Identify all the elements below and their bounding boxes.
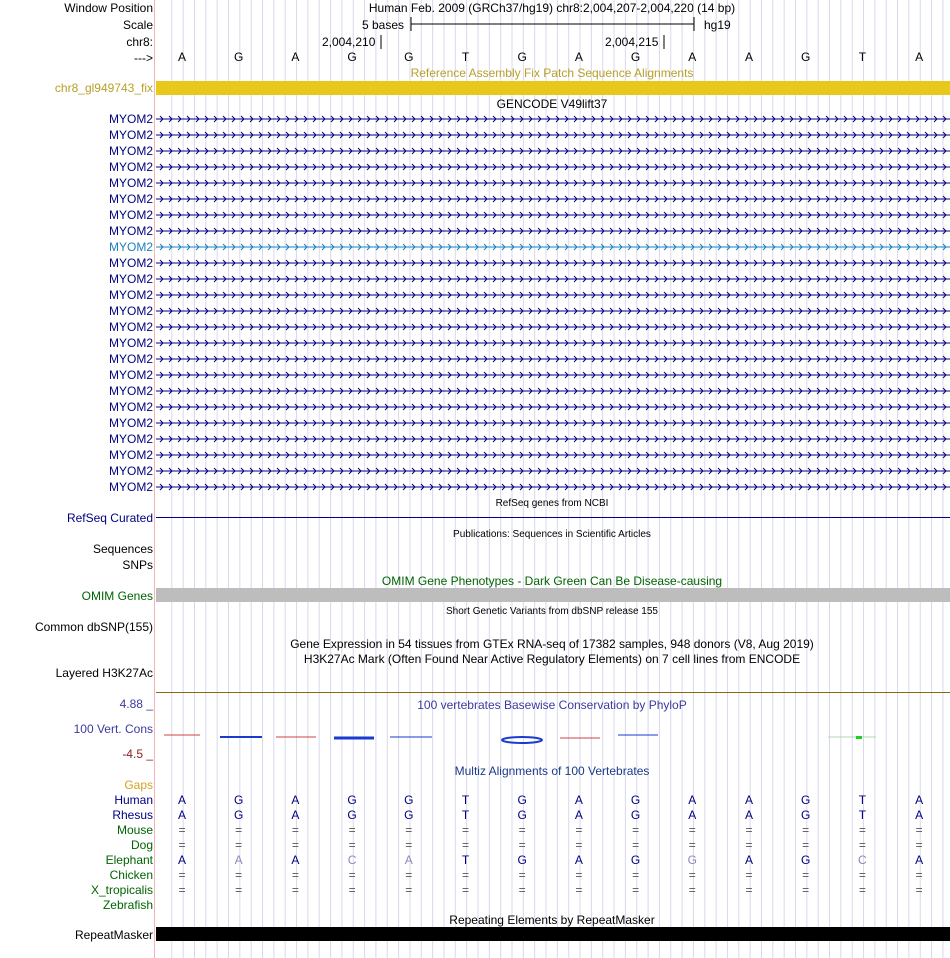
sequence-base: G	[234, 50, 244, 64]
species-base: =	[632, 838, 640, 852]
gencode-transcript-intron[interactable]	[156, 354, 950, 364]
gencode-transcript-intron[interactable]	[156, 482, 950, 492]
species-label[interactable]: X_tropicalis	[90, 883, 153, 897]
repeatmasker-bar[interactable]	[156, 927, 950, 941]
species-base: =	[858, 823, 866, 837]
scale-value: 5 bases	[362, 18, 405, 32]
h3k27ac-title[interactable]: H3K27Ac Mark (Often Found Near Active Regulatory Elements) on 7 cell lines from ENCODE	[303, 652, 801, 666]
species-base: =	[632, 868, 640, 882]
species-label[interactable]: Human	[114, 793, 153, 807]
coord-right-tick	[663, 35, 666, 49]
strand-label: --->	[134, 51, 153, 65]
species-base: =	[461, 823, 470, 837]
species-base: =	[915, 883, 923, 897]
fix-patch-title[interactable]: Reference Assembly Fix Patch Sequence Alignments	[410, 66, 694, 80]
species-base: =	[518, 883, 526, 897]
species-base: =	[461, 883, 470, 897]
species-base: G	[234, 808, 244, 822]
gencode-transcript-intron[interactable]	[156, 434, 950, 444]
species-base: =	[291, 838, 299, 852]
species-base: T	[858, 808, 867, 822]
species-base: =	[858, 838, 866, 852]
species-base: =	[632, 883, 640, 897]
window-position-label: Window Position	[64, 1, 153, 15]
species-base: =	[405, 883, 413, 897]
species-base: A	[291, 808, 300, 822]
species-base: C	[858, 853, 867, 867]
gencode-transcript-intron[interactable]	[156, 258, 950, 268]
sequence-base: T	[461, 50, 470, 64]
species-base: =	[518, 823, 526, 837]
species-base: =	[348, 838, 356, 852]
refseq-title[interactable]: RefSeq genes from NCBI	[495, 498, 609, 509]
species-base: T	[858, 793, 867, 807]
species-base: =	[745, 883, 753, 897]
species-base: G	[687, 853, 697, 867]
gencode-transcript-intron[interactable]	[156, 386, 950, 396]
dbsnp-label[interactable]: Common dbSNP(155)	[34, 620, 153, 634]
phylop-graph[interactable]	[156, 729, 950, 745]
species-base: =	[632, 823, 640, 837]
multiz-title[interactable]: Multiz Alignments of 100 Vertebrates	[454, 764, 650, 778]
species-base: =	[348, 823, 356, 837]
species-base: =	[858, 883, 866, 897]
gencode-transcript-intron[interactable]	[156, 210, 950, 220]
species-base: A	[574, 793, 583, 807]
species-label[interactable]: Elephant	[105, 853, 153, 867]
omim-bar[interactable]	[156, 588, 950, 602]
species-base: =	[178, 823, 186, 837]
refseq-line[interactable]	[156, 517, 950, 518]
sequence-base: G	[630, 50, 641, 64]
phylop-max: 4.88 _	[119, 697, 153, 711]
species-base: A	[291, 793, 300, 807]
species-base: =	[178, 838, 186, 852]
species-base: =	[745, 823, 753, 837]
species-base: =	[802, 883, 810, 897]
sequence-base: G	[347, 50, 357, 64]
species-base: =	[405, 838, 413, 852]
gencode-transcript-label[interactable]: MYOM2	[108, 208, 153, 222]
gencode-transcript-label[interactable]: MYOM2	[108, 336, 153, 350]
publications-snps-label[interactable]: SNPs	[122, 558, 153, 572]
species-base: =	[858, 868, 866, 882]
gencode-transcript-label[interactable]: MYOM2	[108, 144, 153, 158]
gtex-title[interactable]: Gene Expression in 54 tissues from GTEx RNA-seq of 17382 samples, 948 donors (V8, Aug 2019)	[290, 637, 814, 651]
species-base: =	[802, 823, 810, 837]
gencode-transcript-intron[interactable]	[156, 418, 950, 428]
species-base: =	[802, 868, 810, 882]
gencode-transcript-label[interactable]: MYOM2	[108, 272, 153, 286]
species-base: G	[347, 793, 357, 807]
gencode-transcript-label[interactable]: MYOM2	[108, 400, 153, 414]
gencode-transcript-label[interactable]: MYOM2	[108, 320, 153, 334]
species-base: A	[291, 853, 300, 867]
gencode-transcript-label[interactable]: MYOM2	[108, 224, 153, 238]
species-base: =	[461, 838, 470, 852]
species-base: =	[348, 868, 356, 882]
species-base: =	[915, 838, 923, 852]
species-base: =	[688, 868, 696, 882]
species-base: =	[575, 823, 583, 837]
sequence-base: A	[291, 50, 300, 64]
species-base: =	[745, 838, 753, 852]
species-base: G	[517, 793, 527, 807]
species-base: A	[688, 793, 697, 807]
species-base: A	[688, 808, 697, 822]
gencode-transcript-intron[interactable]	[156, 466, 950, 476]
species-base: G	[404, 793, 414, 807]
species-base: =	[575, 868, 583, 882]
gencode-transcript-label[interactable]: MYOM2	[108, 176, 153, 190]
gencode-transcript-label[interactable]: MYOM2	[108, 256, 153, 270]
gencode-title[interactable]: GENCODE V49lift37	[496, 97, 608, 111]
sequence-base: G	[801, 50, 811, 64]
species-label[interactable]: Chicken	[109, 868, 153, 882]
sequence-base: A	[915, 50, 924, 64]
gencode-transcript-label[interactable]: MYOM2	[108, 192, 153, 206]
species-base: =	[291, 868, 299, 882]
species-base: T	[461, 793, 470, 807]
phylop-mark	[856, 736, 862, 739]
gencode-transcript-label[interactable]: MYOM2	[108, 160, 153, 174]
omim-title[interactable]: OMIM Gene Phenotypes - Dark Green Can Be Disease-causing	[381, 574, 723, 588]
gencode-transcript-label[interactable]: MYOM2	[108, 240, 153, 254]
species-base: =	[405, 868, 413, 882]
species-base: =	[405, 823, 413, 837]
species-base: A	[915, 808, 924, 822]
gaps-label[interactable]: Gaps	[124, 778, 153, 792]
species-base: G	[347, 808, 357, 822]
species-base: =	[518, 868, 526, 882]
species-base: =	[915, 868, 923, 882]
sequence-base: A	[688, 50, 697, 64]
species-base: A	[177, 853, 187, 867]
species-base: =	[235, 868, 243, 882]
species-base: =	[291, 883, 299, 897]
gencode-transcript-label[interactable]: MYOM2	[108, 352, 153, 366]
phylop-title[interactable]: 100 vertebrates Basewise Conservation by PhyloP	[417, 698, 687, 712]
species-base: G	[234, 793, 244, 807]
species-base: G	[630, 808, 641, 822]
species-base: G	[630, 853, 641, 867]
species-base: G	[801, 808, 811, 822]
gencode-transcript-intron[interactable]	[156, 370, 950, 380]
gencode-transcript-intron[interactable]	[156, 274, 950, 284]
species-base: G	[404, 808, 414, 822]
gencode-transcript-label[interactable]: MYOM2	[108, 368, 153, 382]
sequence-base: T	[858, 50, 867, 64]
species-base: G	[630, 793, 641, 807]
h3k27ac-baseline	[156, 692, 950, 693]
species-base: =	[575, 838, 583, 852]
publications-sequences-label[interactable]: Sequences	[92, 542, 153, 556]
chrom-label: chr8:	[126, 35, 153, 49]
species-base: A	[744, 853, 754, 867]
gencode-transcript-label[interactable]: MYOM2	[108, 416, 153, 430]
window-position: Human Feb. 2009 (GRCh37/hg19) chr8:2,004,207-2,004,220 (14 bp)	[368, 1, 736, 15]
phylop-mark	[502, 737, 542, 743]
species-base: =	[348, 883, 356, 897]
species-base: =	[235, 883, 243, 897]
species-base: G	[517, 808, 527, 822]
species-base: C	[347, 853, 357, 867]
species-base: A	[915, 793, 924, 807]
gencode-transcript-intron[interactable]	[156, 242, 950, 252]
h3k27ac-label[interactable]: Layered H3K27Ac	[55, 666, 153, 680]
phylop-label[interactable]: 100 Vert. Cons	[73, 722, 153, 736]
coord-left: 2,004,210	[322, 35, 376, 49]
species-label[interactable]: Zebrafish	[102, 898, 153, 912]
species-base: =	[575, 883, 583, 897]
gencode-transcript-label[interactable]: MYOM2	[108, 288, 153, 302]
species-base: A	[234, 853, 243, 867]
label-separator	[154, 0, 155, 958]
gencode-transcript-label[interactable]: MYOM2	[108, 304, 153, 318]
species-base: T	[461, 853, 470, 867]
gencode-transcript-intron[interactable]	[156, 178, 950, 188]
gencode-transcript-intron[interactable]	[156, 226, 950, 236]
base-grid	[156, 0, 950, 958]
species-label[interactable]: Mouse	[116, 823, 153, 837]
species-base: =	[688, 838, 696, 852]
refseq-label[interactable]: RefSeq Curated	[66, 511, 153, 525]
gencode-transcript-label[interactable]: MYOM2	[108, 384, 153, 398]
sequence-base: G	[517, 50, 527, 64]
species-label[interactable]: Rhesus	[112, 808, 153, 822]
scale-bar	[410, 17, 696, 31]
species-base: A	[744, 793, 754, 807]
species-base: =	[688, 823, 696, 837]
sequence-base: G	[404, 50, 414, 64]
species-base: =	[915, 823, 923, 837]
omim-label[interactable]: OMIM Genes	[81, 589, 153, 603]
phylop-min: -4.5 _	[122, 747, 153, 761]
coord-left-tick	[380, 35, 383, 49]
gencode-transcript-label[interactable]: MYOM2	[108, 480, 153, 494]
species-base: =	[178, 868, 186, 882]
gencode-transcript-intron[interactable]	[156, 194, 950, 204]
species-base: =	[461, 868, 470, 882]
assembly-label: hg19	[704, 18, 731, 32]
repeatmasker-label[interactable]: RepeatMasker	[74, 928, 153, 942]
species-base: T	[461, 808, 470, 822]
gencode-transcript-intron[interactable]	[156, 402, 950, 412]
gencode-transcript-label[interactable]: MYOM2	[108, 128, 153, 142]
publications-title[interactable]: Publications: Sequences in Scientific Articles	[453, 529, 651, 540]
species-base: A	[744, 808, 754, 822]
gencode-transcript-label[interactable]: MYOM2	[108, 112, 153, 126]
gencode-transcript-label[interactable]: MYOM2	[108, 432, 153, 446]
species-base: G	[801, 793, 811, 807]
coord-right: 2,004,215	[605, 35, 659, 49]
gencode-transcript-intron[interactable]	[156, 114, 950, 124]
sequence-base: A	[574, 50, 583, 64]
species-base: A	[404, 853, 413, 867]
fix-patch-bar[interactable]	[156, 81, 950, 95]
gencode-transcript-intron[interactable]	[156, 338, 950, 348]
species-base: =	[518, 838, 526, 852]
species-base: G	[801, 853, 811, 867]
gencode-transcript-label[interactable]: MYOM2	[108, 448, 153, 462]
gencode-transcript-intron[interactable]	[156, 306, 950, 316]
gencode-transcript-intron[interactable]	[156, 322, 950, 332]
species-base: G	[517, 853, 527, 867]
species-base: =	[235, 823, 243, 837]
species-base: =	[291, 823, 299, 837]
gencode-transcript-intron[interactable]	[156, 162, 950, 172]
species-base: =	[688, 883, 696, 897]
gencode-transcript-intron[interactable]	[156, 146, 950, 156]
scale-label: Scale	[122, 18, 153, 32]
species-base: A	[177, 793, 187, 807]
sequence-base: A	[177, 50, 187, 64]
species-base: A	[915, 853, 924, 867]
species-base: =	[745, 868, 753, 882]
gencode-transcript-intron[interactable]	[156, 450, 950, 460]
species-label[interactable]: Dog	[130, 838, 153, 852]
species-base: =	[178, 883, 186, 897]
species-base: A	[574, 853, 583, 867]
gencode-transcript-intron[interactable]	[156, 290, 950, 300]
gencode-transcript-label[interactable]: MYOM2	[108, 464, 153, 478]
sequence-base: A	[744, 50, 754, 64]
repeatmasker-title[interactable]: Repeating Elements by RepeatMasker	[449, 913, 655, 927]
species-base: A	[177, 808, 187, 822]
dbsnp-title[interactable]: Short Genetic Variants from dbSNP release 155	[446, 606, 658, 617]
species-base: =	[802, 838, 810, 852]
species-base: A	[574, 808, 583, 822]
species-base: =	[235, 838, 243, 852]
gencode-transcript-intron[interactable]	[156, 130, 950, 140]
fix-patch-label[interactable]: chr8_gl949743_fix	[54, 81, 153, 95]
